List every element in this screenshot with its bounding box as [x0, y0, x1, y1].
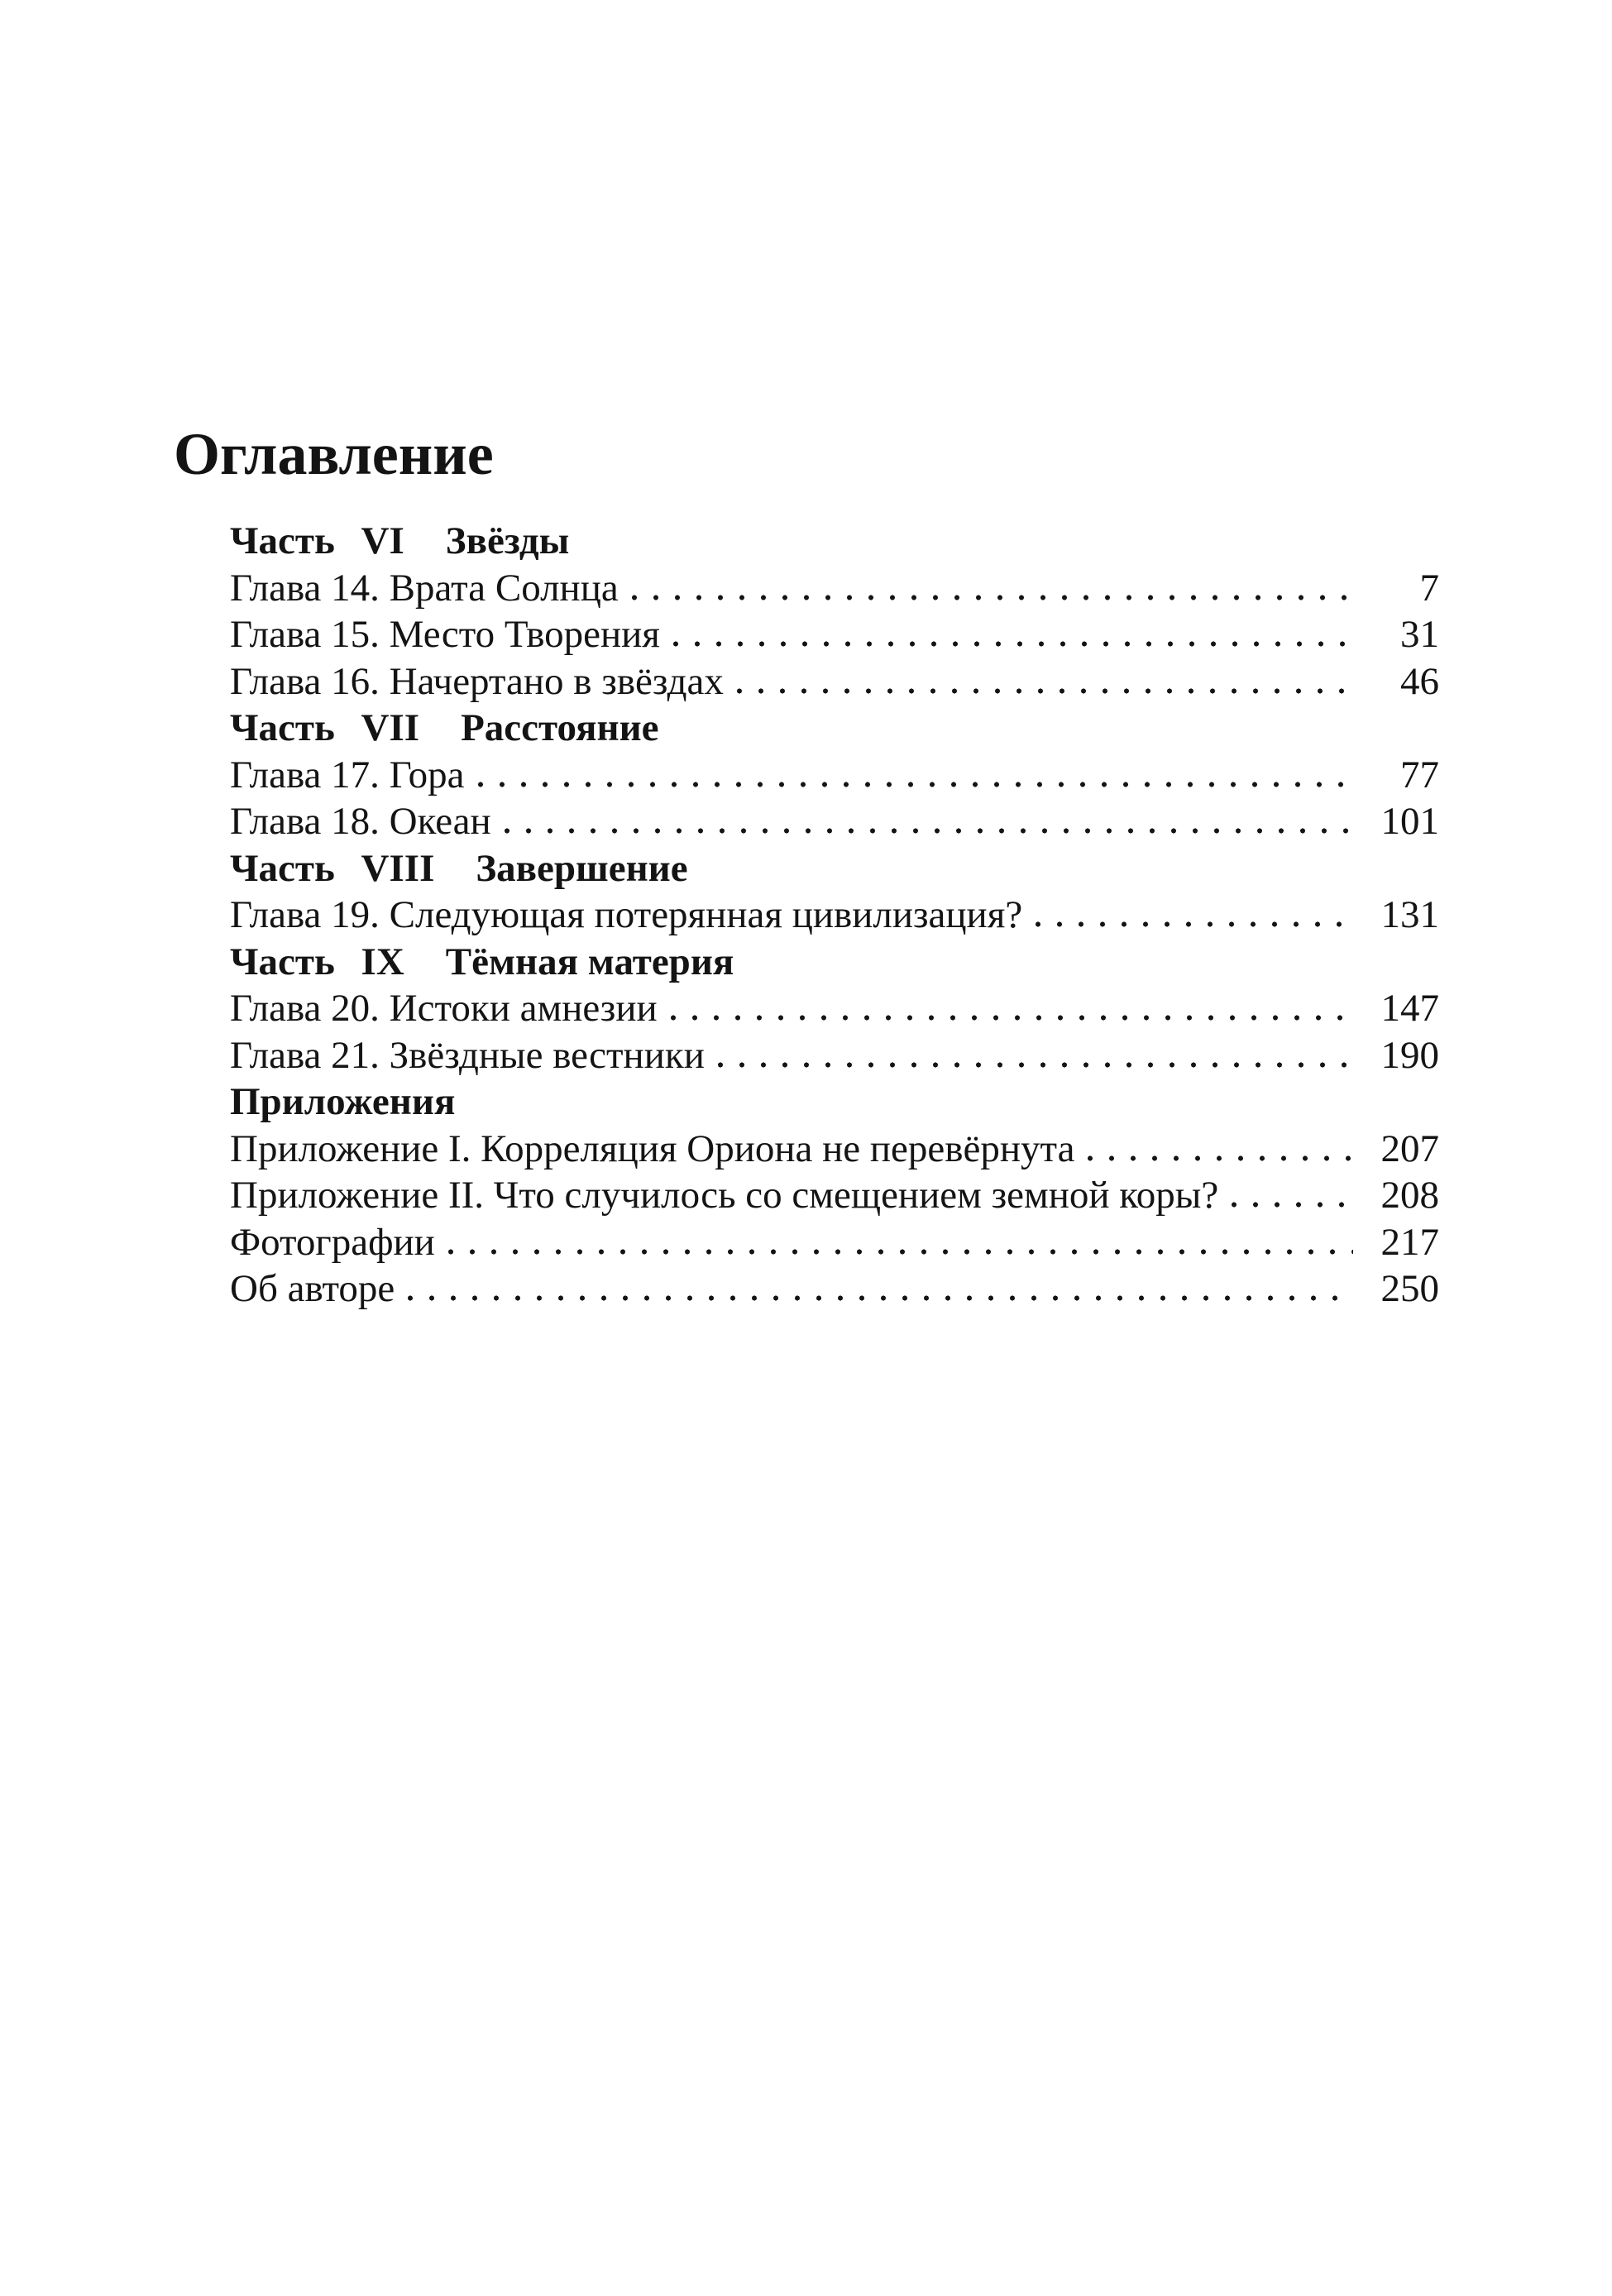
part-title: Расстояние — [461, 706, 659, 749]
part-title: Завершение — [476, 846, 688, 890]
toc-entry — [230, 611, 1439, 658]
dot-leader — [737, 688, 1353, 694]
toc-entry — [230, 1219, 1439, 1266]
toc-entry — [230, 892, 1439, 939]
part-label: Часть IX — [230, 940, 404, 983]
entry-page-number: 77 — [1400, 753, 1439, 796]
toc-entry — [230, 658, 1439, 706]
dot-leader — [505, 828, 1353, 834]
dot-leader — [1232, 1202, 1353, 1208]
dot-leader — [632, 595, 1353, 600]
toc-part-header — [230, 1079, 1439, 1126]
toc-list — [230, 518, 1439, 1313]
entry-label: Глава 21. Звёздные вестники — [230, 1033, 705, 1077]
entry-label: Приложение I. Корреляция Ориона не перевёрнута — [230, 1126, 1075, 1170]
dot-leader — [673, 641, 1353, 647]
entry-page-number: 217 — [1380, 1220, 1439, 1264]
toc-entry — [230, 752, 1439, 799]
entry-page-number: 7 — [1419, 566, 1439, 610]
toc-entry — [230, 1172, 1439, 1219]
toc-part-header — [230, 705, 1439, 752]
entry-page-number: 208 — [1380, 1174, 1439, 1217]
entry-page-number: 207 — [1380, 1126, 1439, 1170]
page-title: Оглавление — [174, 421, 494, 487]
toc-entry — [230, 798, 1439, 845]
entry-page-number: 46 — [1400, 659, 1439, 703]
dot-leader — [1088, 1155, 1353, 1161]
toc-part-header — [230, 518, 1439, 565]
entry-label: Глава 19. Следующая потерянная цивилизация? — [230, 893, 1023, 936]
part-label: Часть VII — [230, 706, 420, 749]
entry-label: Глава 16. Начертано в звёздах — [230, 659, 724, 703]
entry-label: Приложение II. Что случилось со смещением земной коры? — [230, 1174, 1219, 1217]
dot-leader — [1036, 921, 1353, 927]
entry-label: Глава 14. Врата Солнца — [230, 566, 619, 610]
toc-entry — [230, 1126, 1439, 1173]
entry-label: Фотографии — [230, 1220, 435, 1264]
entry-label: Об авторе — [230, 1267, 395, 1310]
dot-leader — [408, 1295, 1353, 1301]
entry-label: Глава 20. Истоки амнезии — [230, 987, 658, 1030]
part-title: Тёмная материя — [445, 940, 734, 983]
entry-label: Глава 17. Гора — [230, 753, 465, 796]
dot-leader — [671, 1015, 1353, 1021]
part-label: Часть VIII — [230, 846, 435, 890]
entry-page-number: 190 — [1380, 1033, 1439, 1077]
toc-entry — [230, 565, 1439, 612]
entry-page-number: 131 — [1380, 893, 1439, 936]
part-label: Приложения — [230, 1080, 456, 1123]
dot-leader — [448, 1249, 1353, 1255]
part-title: Звёзды — [445, 519, 570, 562]
entry-page-number: 101 — [1380, 800, 1439, 843]
dot-leader — [478, 782, 1353, 787]
part-label: Часть VI — [230, 519, 404, 562]
entry-page-number: 250 — [1380, 1267, 1439, 1310]
toc-part-header — [230, 939, 1439, 986]
toc-part-header — [230, 845, 1439, 892]
entry-page-number: 31 — [1400, 613, 1439, 656]
toc-entry — [230, 985, 1439, 1032]
toc-entry — [230, 1265, 1439, 1313]
entry-label: Глава 15. Место Творения — [230, 613, 660, 656]
entry-label: Глава 18. Океан — [230, 800, 491, 843]
entry-page-number: 147 — [1380, 987, 1439, 1030]
dot-leader — [718, 1062, 1353, 1068]
toc-entry — [230, 1032, 1439, 1079]
